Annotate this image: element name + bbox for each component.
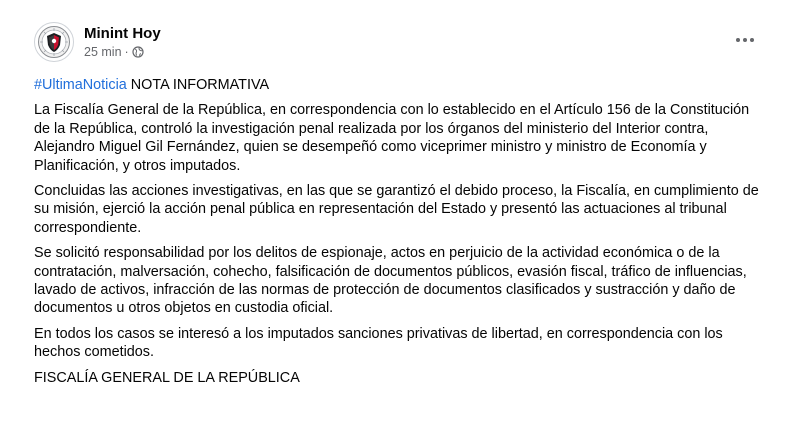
minint-emblem-icon [37,25,71,59]
more-dot [743,38,747,42]
more-dot [750,38,754,42]
post-headline [34,76,764,94]
post-subline [84,44,161,60]
post-signature: FISCALÍA GENERAL DE LA REPÚBLICA [34,369,300,386]
post-header [34,20,161,64]
more-dot [736,38,740,42]
post-timestamp[interactable]: 25 min [84,45,122,59]
post-body [34,76,764,394]
author-name[interactable]: Minint Hoy [84,25,161,42]
headline-text: NOTA INFORMATIVA [126,77,270,93]
hashtag-link[interactable]: #UltimaNoticia [34,77,127,93]
post-meta [84,24,161,60]
globe-icon[interactable] [132,46,144,58]
paragraph-2: Concluidas las acciones investigativas, en las que se garantizó el debido proceso, la Fiscalía, en cumplimiento de su misión, ejerció la acción penal pública en representación del Estado y presentó las actuaciones al tribunal correspondiente. [34,183,759,236]
paragraph-4: En todos los casos se interesó a los imputados sanciones privativas de libertad, en correspondencia con los hechos cometidos. [34,325,723,361]
avatar[interactable] [34,22,74,62]
more-options-button[interactable] [730,28,760,52]
paragraph-1: La Fiscalía General de la República, en correspondencia con lo establecido en el Artículo 156 de la Constitución de la República, controló la investigación penal realizada por los órganos del ministerio del Interior contra, Alejandro Miguel Gil Fernández, quien se desempeñó como viceprimer ministro y ministro de Economía y Planificación, y otros imputados. [34,102,750,174]
paragraph-3: Se solicitó responsabilidad por los delitos de espionaje, actos en perjuicio de la actividad económica o de la contratación, malversación, cohecho, falsificación de documentos públicos, evasión fiscal, tráfico de influencias, lavado de activos, infracción de las normas de protección de documentos clasificados y sustracción y daño de documentos u otros objetos en custodia oficial. [34,245,747,317]
separator-dot: · [124,45,129,59]
